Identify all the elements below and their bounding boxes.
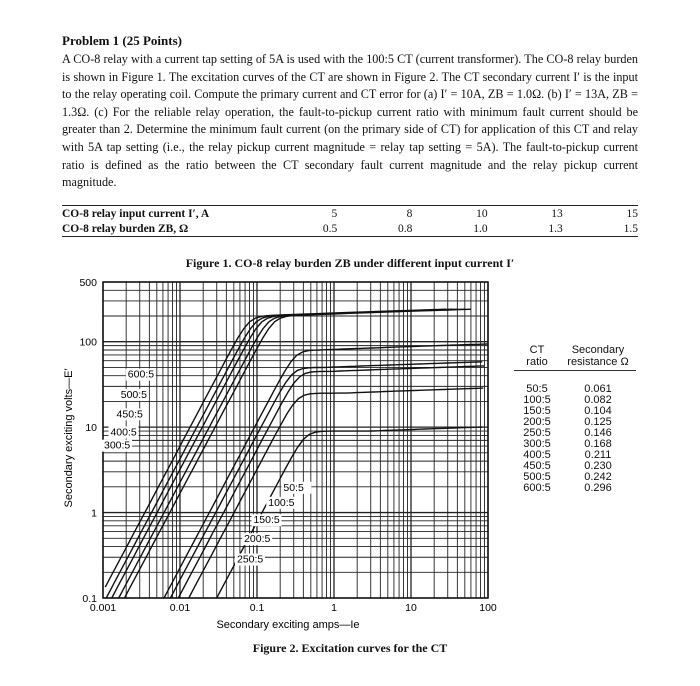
excitation-curve-500-5	[103, 309, 453, 598]
ct-resistance-cell: 0.146	[584, 427, 612, 439]
ct-resistance-cell: 0.211	[584, 449, 612, 461]
ct-table-row	[514, 483, 636, 494]
ct-resistance-cell: 0.125	[584, 416, 612, 428]
curve-label: 300:5	[103, 439, 131, 452]
ct-ratio-cell: 50:5	[526, 383, 548, 395]
row-label-current: CO-8 relay input current I′, A	[62, 208, 210, 220]
ct-table-row	[514, 371, 636, 396]
ct-ratio-cell: 200:5	[523, 416, 551, 428]
burden-cell: 0.5	[322, 223, 338, 235]
secondary-resistance-header: Secondary resistance Ω	[560, 344, 636, 371]
ct-ratio-cell: 250:5	[523, 427, 551, 439]
chart-grid	[103, 282, 488, 598]
burden-cell: 1.0	[473, 223, 488, 235]
x-tick-label: 1	[331, 602, 337, 614]
curve-label: 600:5	[127, 368, 155, 381]
y-tick-label: 100	[79, 336, 97, 349]
excitation-curve-450-5	[112, 309, 459, 598]
ct-resistance-cell: 0.230	[584, 460, 612, 472]
figure1-caption: Figure 1. CO-8 relay burden ZB under different input current I′	[185, 256, 515, 270]
problem-statement: A CO-8 relay with a current tap setting of 5A is used with the 100:5 CT (current transformer). The CO-8 relay burden is shown in Figure 1. The excitation curves of the CT are shown in Figure 2. The CT secondary current I′ is the input to the relay operating coil. Compute the primary current and CT error for (a) I′ = 10A, ZB = 1.0Ω. (b) I′ = 13A, ZB = 1.3Ω. (c) For the reliable relay operation, the fault-to-pickup current ratio with minimum fault current should be greater than 2. Determine the minimum fault current (on the primary side of CT) for application of this CT and relay with 5A tap setting (i.e., the relay pickup current magnitude = relay tap setting = 5A). The fault-to-pickup current ratio is defined as the ratio between the CT secondary fault current magnitude and the relay pickup current magnitude.	[62, 52, 638, 190]
curve-label: 250:5	[237, 553, 264, 566]
current-cell: 8	[406, 208, 413, 220]
curve-label: 200:5	[244, 533, 271, 546]
ct-ratio-cell: 450:5	[523, 460, 551, 472]
ct-resistance-cell: 0.082	[584, 394, 612, 406]
x-tick-label: 0.01	[169, 602, 191, 614]
problem-title: Problem 1 (25 Points)	[62, 33, 182, 48]
y-tick-label: 10	[85, 422, 97, 435]
row-label-burden: CO-8 relay burden ZB, Ω	[62, 223, 189, 235]
current-cell: 5	[331, 208, 338, 220]
x-axis-label: Secondary exciting amps—Ie	[216, 619, 360, 631]
ct-resistance-table	[514, 344, 636, 494]
y-tick-label: 1	[91, 507, 97, 520]
ct-resistance-cell: 0.242	[584, 471, 612, 483]
y-axis-label: Secondary exciting volts—E′	[63, 368, 75, 508]
current-cell: 10	[476, 208, 488, 220]
y-tick-label: 500	[79, 277, 97, 289]
burden-cell: 1.3	[548, 223, 563, 235]
x-tick-label: 0.1	[249, 602, 265, 614]
curve-label: 400:5	[110, 426, 137, 439]
x-tick-label: 0.001	[89, 602, 117, 614]
y-tick-label: 0.1	[82, 593, 97, 605]
ct-ratio-cell: 400:5	[523, 449, 551, 461]
burden-cell: 1.5	[623, 223, 638, 235]
excitation-curve-250-5	[164, 344, 487, 598]
excitation-curve-150-5	[178, 366, 484, 598]
ct-ratio-cell: 600:5	[523, 482, 551, 494]
ct-resistance-cell: 0.104	[584, 405, 612, 417]
ct-ratio-header: CT ratio	[514, 344, 560, 371]
ct-ratio-cell: 300:5	[523, 438, 551, 450]
ct-ratio-cell: 100:5	[523, 394, 551, 406]
ct-resistance-cell: 0.296	[584, 482, 612, 494]
ct-ratio-cell: 150:5	[523, 405, 551, 417]
x-tick-label: 100	[479, 602, 497, 614]
burden-cell: 0.8	[398, 223, 413, 235]
ct-resistance-cell: 0.168	[584, 438, 612, 450]
curve-label: 500:5	[120, 388, 148, 401]
curve-label: 150:5	[253, 514, 280, 527]
x-tick-label: 10	[405, 602, 417, 614]
ct-resistance-cell: 0.061	[584, 383, 612, 395]
figure2-caption: Figure 2. Excitation curves for the CT	[252, 641, 448, 655]
curve-label: 50:5	[283, 481, 304, 494]
current-cell: 13	[551, 208, 563, 220]
curve-label: 450:5	[116, 408, 143, 421]
current-cell: 15	[626, 208, 638, 220]
curve-label: 100:5	[268, 496, 295, 509]
ct-ratio-cell: 500:5	[523, 471, 551, 483]
